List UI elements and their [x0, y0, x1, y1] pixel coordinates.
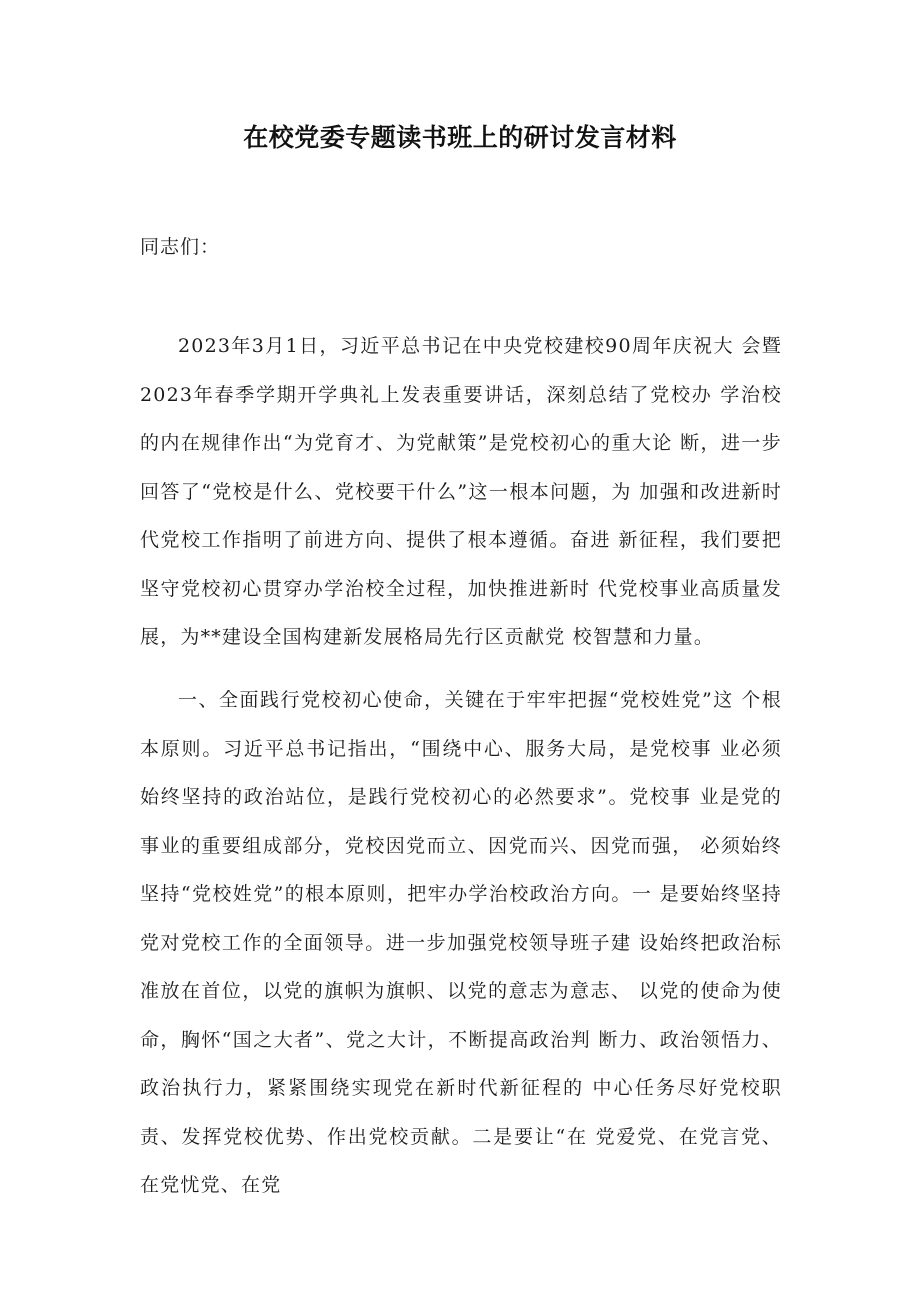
document-title: 在校党委专题读书班上的研讨发言材料 [243, 123, 677, 152]
paragraph-1: 2023年3月1日，习近平总书记在中央党校建校90周年庆祝大 会暨2023年春季学期开学典礼上发表重要讲话，深刻总结了党校办 学治校的内在规律作出“为党育才、为党献策”是党校初心的重大论 断，进一步回答了“党校是什么、党校要干什么”这一根本问题，为 加强和改进新时代党校工作指明了前进方向、提供了根本遵循。奋进 新征程，我们要把坚守党校初心贯穿办学治校全过程，加快推进新时 代党校事业高质量发展，为**建设全国构建新发展格局先行区贡献党 校智慧和力量。 [140, 335, 782, 648]
salutation: 同志们： [140, 236, 221, 258]
paragraph-2: 一、全面践行党校初心使命，关键在于牢牢把握“党校姓党”这 个根本原则。习近平总书记指出，“围绕中心、服务大局，是党校事 业必须始终坚持的政治站位，是践行党校初心的必然要求”。党校事 业是党的事业的重要组成部分，党校因党而立、因党而兴、因党而强， 必须始终坚持“党校姓党”的根本原则，把牢办学治校政治方向。一 是要始终坚持党对党校工作的全面领导。进一步加强党校领导班子建 设始终把政治标准放在首位，以党的旗帜为旗帜、以党的意志为意志、 以党的使命为使命，胸怀“国之大者”、党之大计，不断提高政治判 断力、政治领悟力、政治执行力，紧紧围绕实现党在新时代新征程的 中心任务尽好党校职责、发挥党校优势、作出党校贡献。二是要让“在 党爱党、在党言党、在党忧党、在党 [140, 689, 782, 1196]
